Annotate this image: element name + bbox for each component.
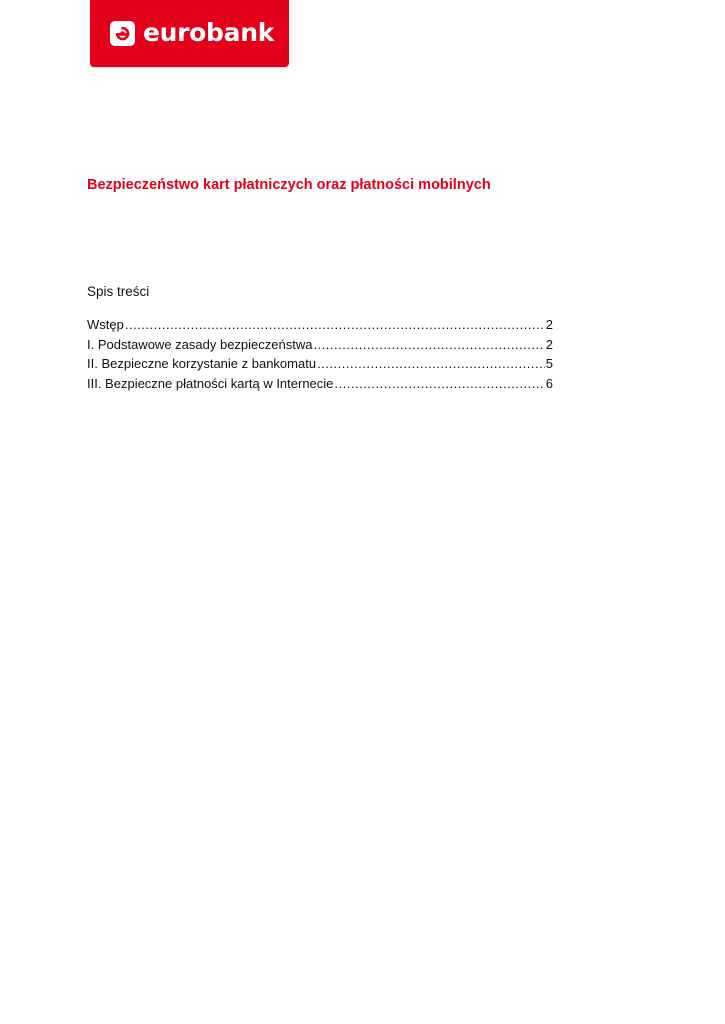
logo-text: eurobank (143, 17, 275, 47)
toc-item-label: II. Bezpieczne korzystanie z bankomatu (87, 356, 317, 372)
eurobank-logo (90, 0, 289, 67)
toc-dot-leader (125, 317, 545, 332)
eurobank-logo-icon (110, 21, 135, 46)
toc-item-podstawowe-zasady[interactable] (87, 337, 553, 357)
toc-item-page: 6 (545, 375, 553, 391)
toc-item-page: 2 (545, 336, 553, 352)
toc-item-bankomat[interactable] (87, 356, 553, 376)
toc-item-page: 5 (545, 356, 553, 372)
toc-item-wstep[interactable] (87, 317, 553, 337)
toc-item-page: 2 (545, 317, 553, 332)
toc-item-platnosci-internet[interactable] (87, 376, 553, 396)
document-title: Bezpieczeństwo kart płatniczych oraz płatności mobilnych (87, 177, 491, 193)
toc-item-label: I. Podstawowe zasady bezpieczeństwa (87, 336, 313, 352)
toc-dot-leader (317, 356, 545, 371)
toc-heading: Spis treści (87, 284, 150, 299)
table-of-contents (87, 317, 553, 395)
toc-item-label: Wstęp (87, 317, 124, 332)
toc-dot-leader (334, 376, 544, 391)
toc-dot-leader (313, 337, 544, 352)
toc-item-label: III. Bezpieczne płatności kartą w Internecie (87, 375, 334, 391)
